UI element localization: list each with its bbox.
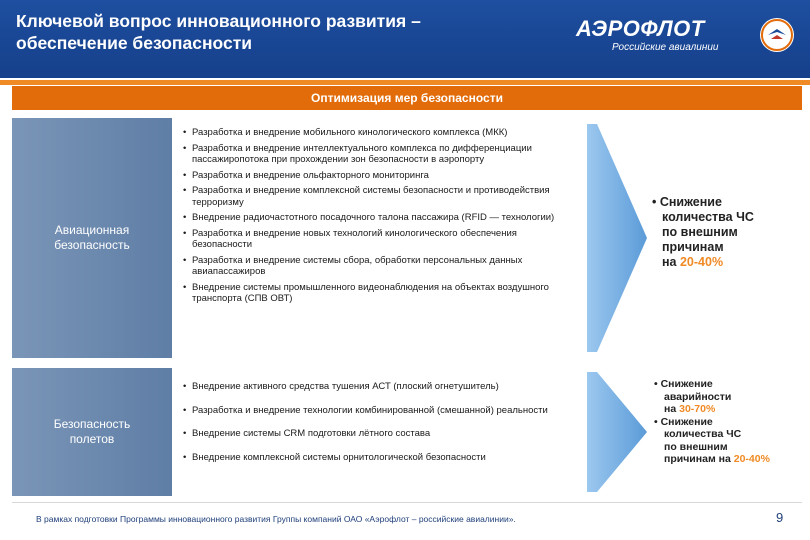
result-percent: 30-70%	[679, 403, 716, 415]
result-percent: 20-40%	[679, 255, 724, 269]
result-prefix: на	[662, 255, 680, 269]
result-line: • Снижение	[654, 415, 713, 428]
block-label-line: Авиационная	[54, 223, 130, 237]
winged-emblem-icon	[760, 18, 794, 52]
result-line: аварийности	[664, 390, 732, 403]
list-item: • Внедрение системы промышленного видеонаблюдения на объектах воздушного транспорта (СПВ ОВТ)	[182, 282, 579, 305]
result-line: • Снижение	[654, 378, 713, 390]
header-banner	[0, 0, 810, 78]
list-item: • Внедрение радиочастотного посадочного талона пассажира (RFID — технологии)	[182, 212, 579, 224]
result-line: по внешним	[662, 225, 738, 239]
list-item: • Разработка и внедрение ольфакторного мониторинга	[182, 170, 579, 182]
aeroflot-logo	[576, 12, 802, 64]
list-item: • Разработка и внедрение технологии комбинированной (смешанной) реальности	[182, 405, 579, 417]
list-item: • Внедрение активного средства тушения АСТ (плоский огнетушитель)	[182, 381, 579, 393]
logo-wordmark: АЭРОФЛОТ	[576, 16, 705, 41]
result-line: количества ЧС	[662, 210, 754, 224]
list-item: • Разработка и внедрение интеллектуального комплекса по дифференциации пассажиропотока при прохождении зон безопасности в аэропорту	[182, 143, 579, 166]
block-label-flight-safety	[12, 368, 172, 496]
result-line: причинам	[662, 240, 724, 254]
result-line: количества ЧС	[664, 428, 742, 440]
measures-list-flight-safety	[172, 368, 587, 496]
block-label-line: безопасность	[54, 238, 130, 252]
list-item: • Внедрение системы CRM подготовки лётного состава	[182, 428, 579, 440]
result-percent: 20-40%	[733, 453, 770, 465]
list-item: • Разработка и внедрение системы сбора, обработки персональных данных авиапассажиров	[182, 255, 579, 278]
page-title	[16, 10, 536, 54]
footer-divider	[12, 502, 802, 503]
orange-divider	[0, 80, 810, 85]
measures-list-aviation-security	[172, 118, 587, 358]
block-label-line: Безопасность	[53, 417, 131, 431]
logo-subtitle: Российские авиалинии	[612, 42, 719, 53]
result-line: • Снижение	[652, 195, 722, 209]
result-line	[654, 403, 804, 416]
list-item: • Разработка и внедрение новых технологий кинологического обеспечения безопасности	[182, 228, 579, 251]
page-number: 9	[776, 510, 784, 525]
result-arrow-icon	[587, 124, 647, 352]
title-line-2: обеспечение безопасности	[16, 33, 253, 53]
result-line: по внешним	[664, 440, 728, 453]
block-label-aviation-security	[12, 118, 172, 358]
result-line	[654, 453, 804, 466]
list-item: • Разработка и внедрение комплексной системы безопасности и противодействия терроризму	[182, 185, 579, 208]
title-line-1: Ключевой вопрос инновационного развития –	[16, 11, 421, 31]
result-prefix: причинам на	[664, 453, 734, 465]
result-arrow-icon	[587, 372, 647, 492]
result-line	[652, 255, 802, 270]
result-aviation-security	[652, 195, 802, 270]
result-prefix: на	[664, 403, 680, 415]
footer-note: В рамках подготовки Программы инновационного развития Группы компаний ОАО «Аэрофлот – российские авиалинии».	[36, 514, 516, 524]
section-header: Оптимизация мер безопасности	[12, 86, 802, 110]
block-label-line: полетов	[69, 432, 115, 446]
list-item: • Разработка и внедрение мобильного кинологического комплекса (МКК)	[182, 127, 579, 139]
result-flight-safety	[654, 378, 804, 466]
list-item: • Внедрение комплексной системы орнитологической безопасности	[182, 452, 579, 464]
